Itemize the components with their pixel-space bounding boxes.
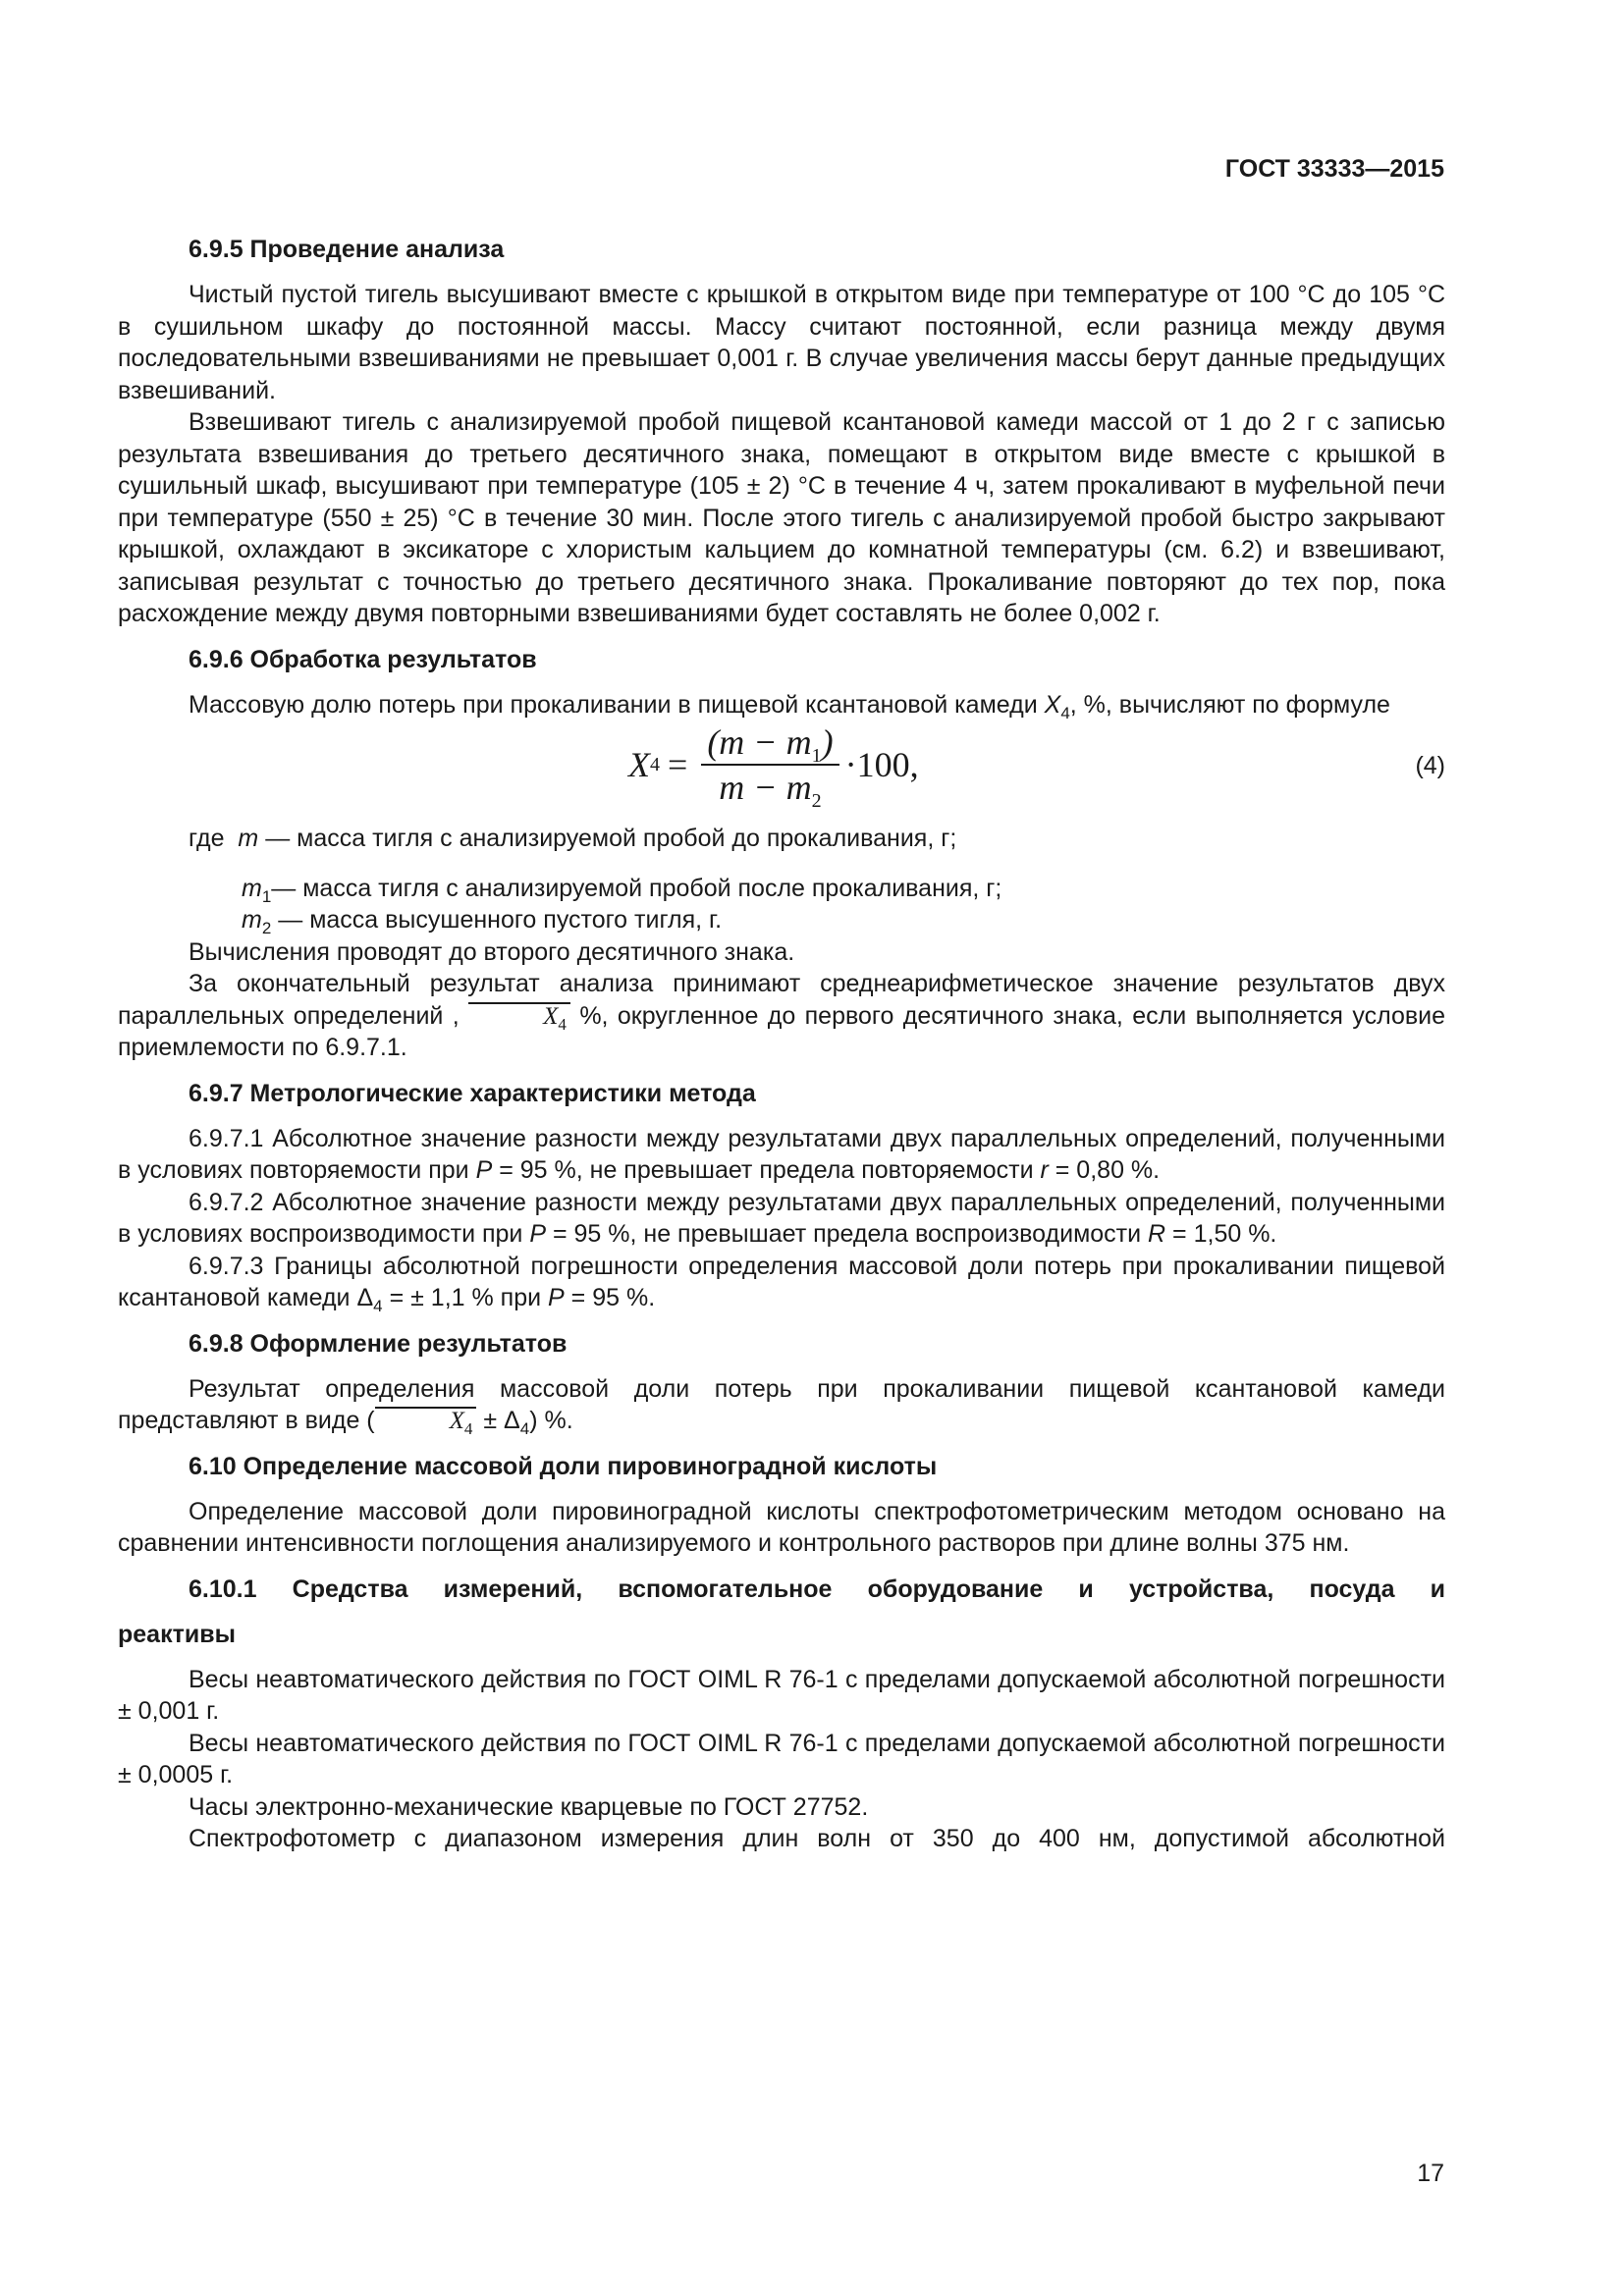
page-number: 17 [1417,2160,1444,2187]
paragraph: Часы электронно-механические кварцевые по ГОСТ 27752. [189,1792,869,1821]
formula-numerator: $(m - m_1)$ [701,722,839,766]
document-body [118,234,1445,1855]
definition-m2: $m_2$ — масса высушенного пустого тигля, г. [242,906,723,937]
section-title-6-10-1-continued: реактивы [118,1620,236,1648]
paragraph: Вычисления проводят до второго десятичного знака. [189,937,795,966]
paragraph: Чистый пустой тигель высушивают вместе с крышкой в открытом виде при температуре от 100 °С до 105 °С в сушильном шкафу до постоянной массы. Массу считают постоянной, если разница между двумя последовательными взвешиваниями не превышает 0,001 г. В случае увеличения массы берут данные предыдущих взвешиваний. [118,281,1445,404]
formula-fraction [701,722,839,813]
section-title-6-10-1: 6.10.1 Средства измерений, вспомогательное оборудование и устройства, посуда и [189,1575,1445,1603]
paragraph: Весы неавтоматического действия по ГОСТ OIML R 76-1 с пределами допускаемой абсолютной погрешности ± 0,001 г. [118,1665,1445,1725]
paragraph: Взвешивают тигель с анализируемой пробой пищевой ксантановой камеди массой от 1 до 2 г с записью результата взвешивания до третьего десятичного знака, помещают в открытом виде вместе с крышкой в сушильный шкаф, высушивают при температуре (105 ± 2) °С в течение 4 ч, затем прокаливают в муфельной печи при температуре (550 ± 25) °С в течение 30 мин. После этого тигель с анализируемой пробой быстро закрывают крышкой, охлаждают в эксикаторе с хлористым кальцием до комнатной температуры (см. 6.2) и взвешивают, записывая результат с точностью до третьего десятичного знака. Прокаливание повторяют до тех пор, пока расхождение между двумя повторными взвешиваниями будет составлять не более 0,002 г. [118,408,1445,627]
paragraph: Весы неавтоматического действия по ГОСТ OIML R 76-1 с пределами допускаемой абсолютной погрешности ± 0,0005 г. [118,1729,1445,1789]
mean-x4: $X_4$ [375,1407,477,1434]
equation-number: (4) [1415,752,1445,779]
paragraph: За окончательный результат анализа принимают среднеарифметическое значение результатов двух параллельных определений , $X_4$ %, округленное до первого десятичного знака, если выполняется условие приемлемости по 6.9.7.1. [118,970,1445,1061]
section-title-6-10: 6.10 Определение массовой доли пировиноградной кислоты [189,1452,938,1480]
formula-denominator: $m - m_2$ [719,768,822,813]
mean-x4: $X_4$ [468,1002,570,1030]
variable-definitions [118,823,1445,936]
document-header: ГОСТ 33333—2015 [1224,155,1444,183]
paragraph: 6.9.7.2 Абсолютное значение разности между результатами двух параллельных определений, полученными в условиях воспроизводимости при P = 95 %, не превышает предела воспроизводимости R = 1,50 %. [118,1188,1445,1248]
paragraph: Массовую долю потерь при прокаливании в пищевой ксантановой камеди $X_4$, %, вычисляют по формуле [189,690,1390,722]
paragraph: Определение массовой доли пировиноградной кислоты спектрофотометрическим методом основано на сравнении интенсивности поглощения анализируемого и контрольного растворов при длине волны 375 нм. [118,1497,1445,1557]
section-title-6-9-8: 6.9.8 Оформление результатов [189,1329,568,1358]
paragraph: 6.9.7.3 Границы абсолютной погрешности определения массовой доли потерь при прокаливании пищевой ксантановой камеди $\Delta_4$ = ± 1,1 % при P = 95 %. [118,1252,1445,1315]
paragraph: 6.9.7.1 Абсолютное значение разности между результатами двух параллельных определений, полученными в условиях повторяемости при P = 95 %, не превышает предела повторяемости r = 0,80 %. [118,1124,1445,1184]
definition-m1: $m_1—$ масса тигля с анализируемой пробой после прокаливания, г; [242,874,1002,906]
formula-expression: X 4 = $\frac{(m - m_1)}{m - m_2}$ ·100, [628,722,919,813]
formula-4 [118,722,1445,813]
section-title-6-9-6: 6.9.6 Обработка результатов [189,645,537,673]
paragraph: Спектрофотометр с диапазоном измерения длин волн от 350 до 400 нм, допустимой абсолютной [189,1825,1445,1852]
definition-m: где m — масса тигля с анализируемой пробой до прокаливания, г; [189,825,957,852]
section-title-6-9-5: 6.9.5 Проведение анализа [189,236,505,263]
paragraph: Результат определения массовой доли потерь при прокаливании пищевой ксантановой камеди представляют в виде ( $X_4 \pm \Delta_4$) %. [118,1374,1445,1438]
section-title-6-9-7: 6.9.7 Метрологические характеристики метода [189,1079,756,1107]
